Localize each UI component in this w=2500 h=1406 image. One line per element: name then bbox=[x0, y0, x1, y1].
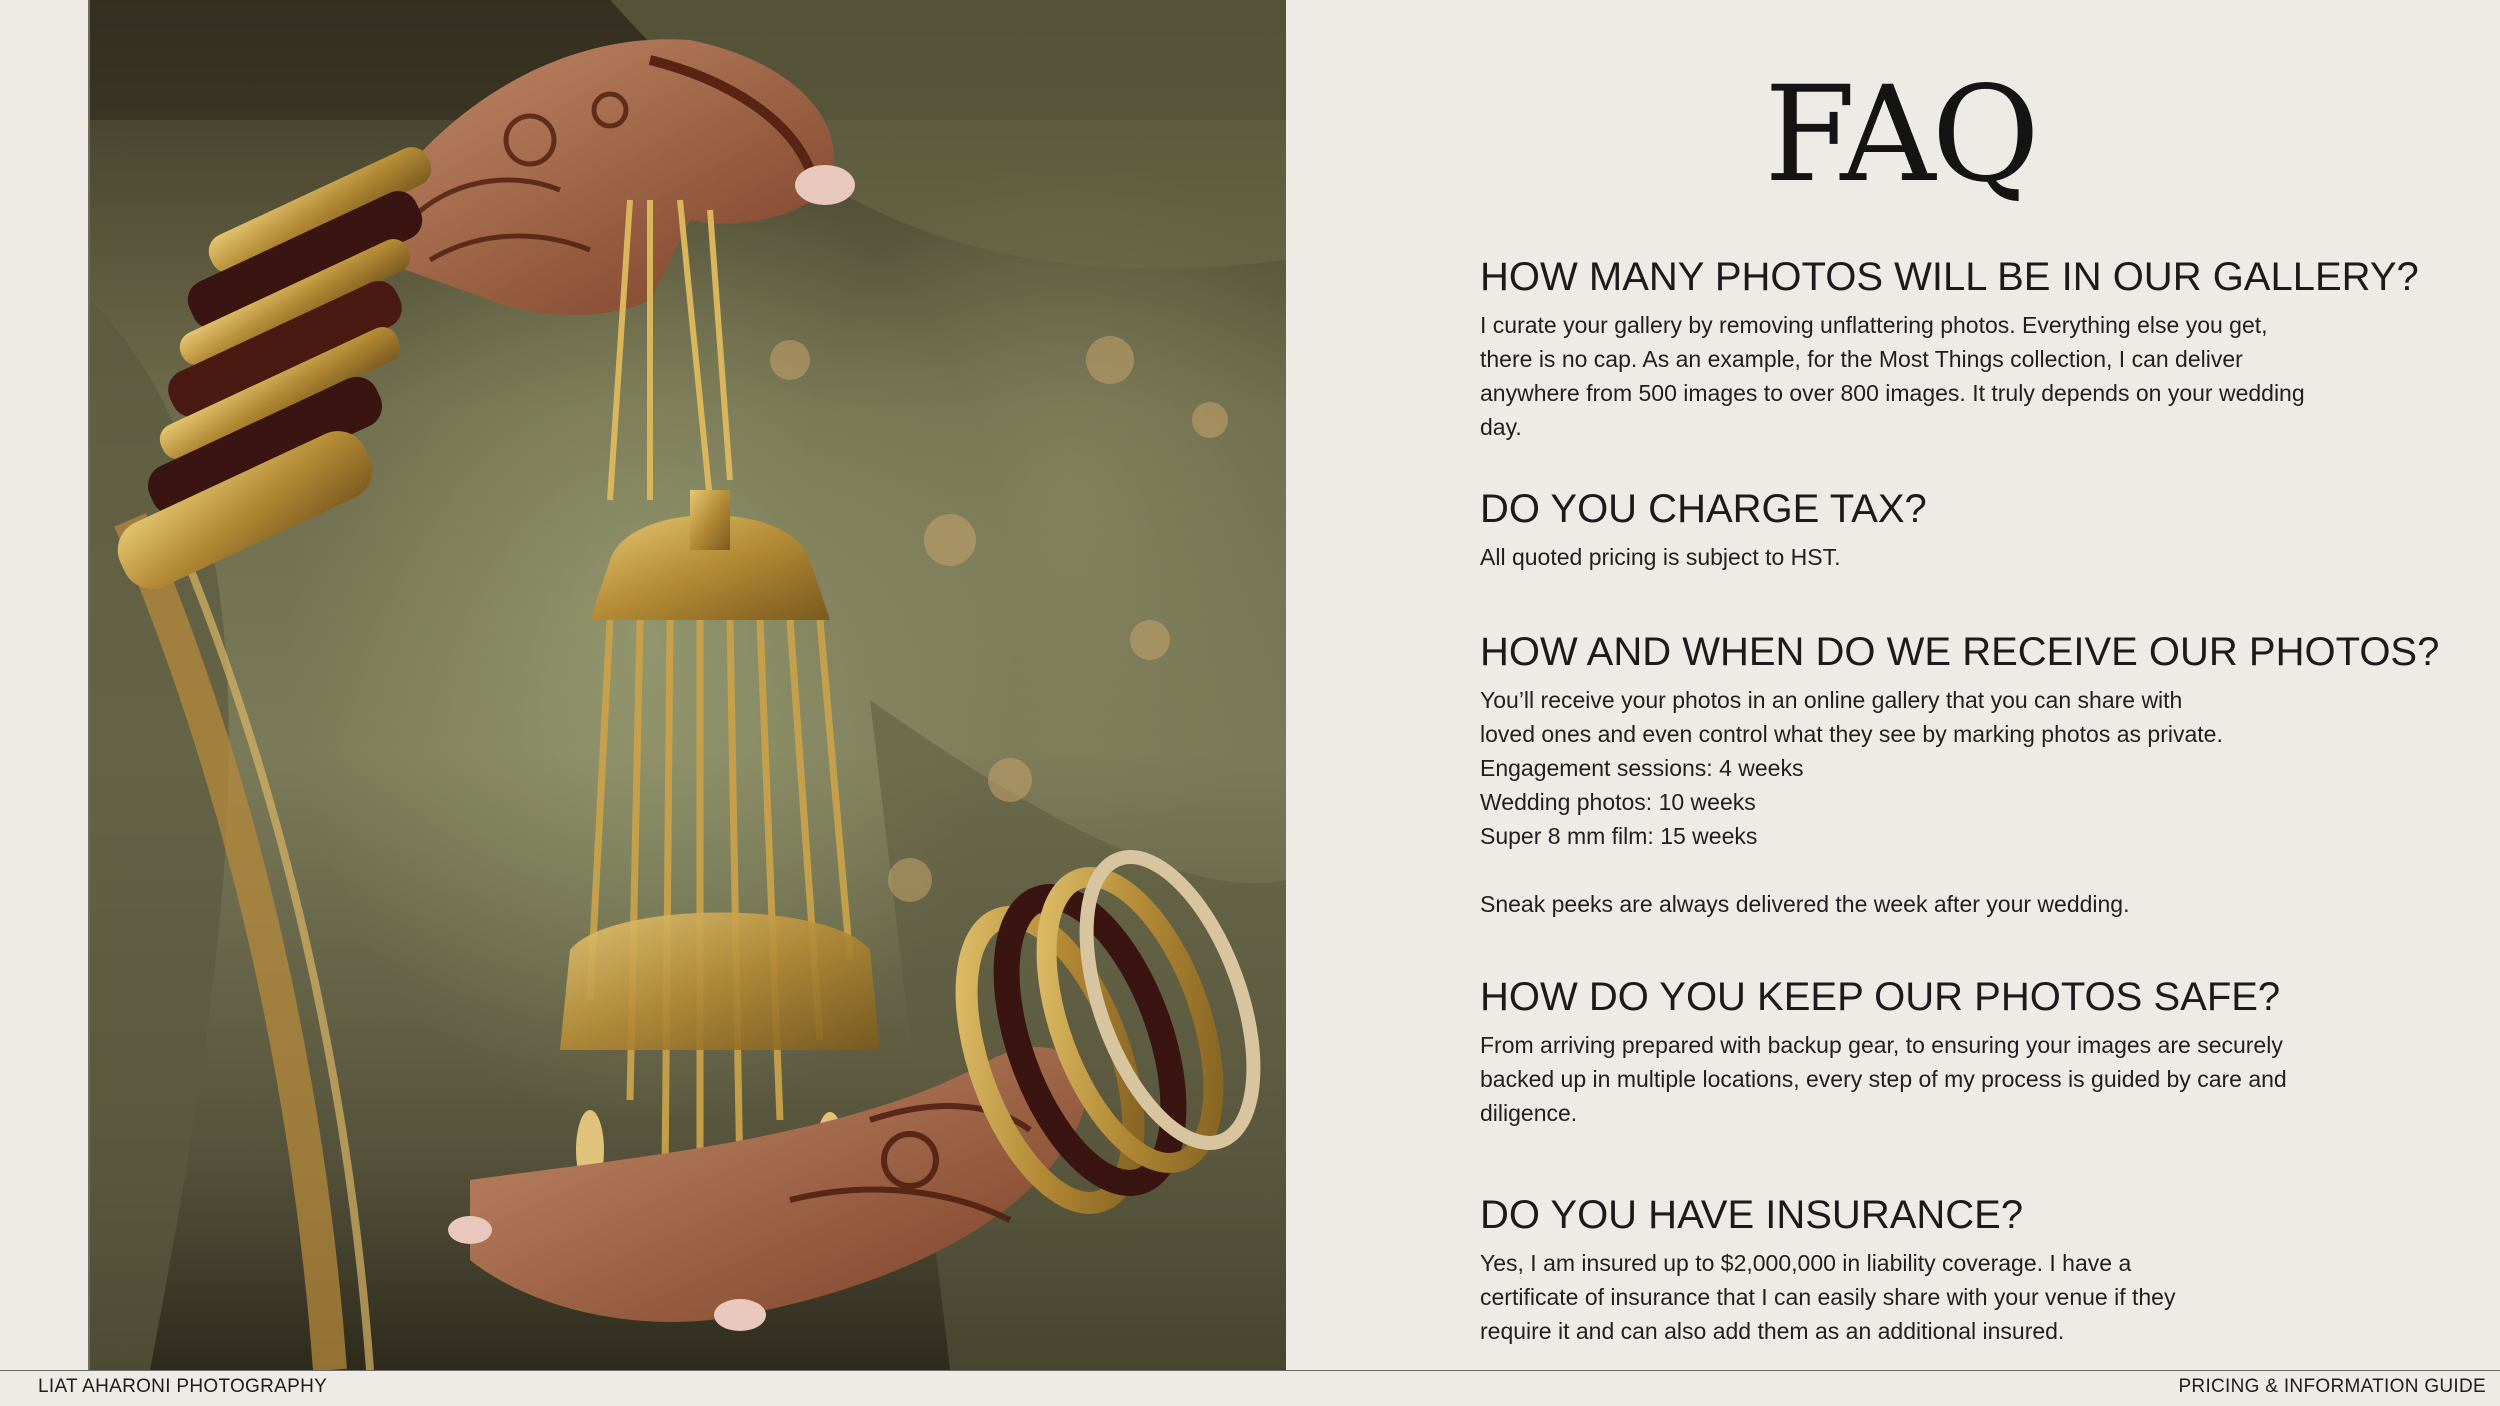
faq-answer: I curate your gallery by removing unflattering photos. Everything else you get, there is no cap. As an example, for the Most Things collection, I can deliver anywhere from 500 images to over 800 images. It truly depends on your wedding day. bbox=[1480, 312, 2305, 440]
faq-question: DO YOU CHARGE TAX? bbox=[1480, 487, 1927, 531]
faq-item-gallery-size bbox=[1480, 252, 2419, 444]
faq-answer: Yes, I am insured up to $2,000,000 in liability coverage. I have a certificate of insurance that I can easily share with your venue if they require it and can also add them as an additional insured. bbox=[1480, 1250, 2176, 1344]
faq-question: HOW MANY PHOTOS WILL BE IN OUR GALLERY? bbox=[1480, 255, 2419, 299]
footer-divider bbox=[0, 1370, 2500, 1371]
faq-title: FAQ bbox=[1764, 58, 2036, 212]
faq-answer: All quoted pricing is subject to HST. bbox=[1480, 544, 1841, 570]
footer-guide-title: PRICING & INFORMATION GUIDE bbox=[2178, 1376, 2486, 1397]
faq-item-insurance bbox=[1480, 1190, 2340, 1348]
footer-brand: LIAT AHARONI PHOTOGRAPHY bbox=[38, 1376, 328, 1397]
faq-item-tax bbox=[1480, 484, 2340, 574]
bridal-photo bbox=[88, 0, 1286, 1370]
bridal-photo-illustration bbox=[90, 0, 1286, 1370]
faq-answer: You’ll receive your photos in an online gallery that you can share with loved ones and even control what they see by marking photos as private. Engagement sessions: 4 weeks Wedding photos: 10 weeks Super 8 mm film: 15 weeks Sneak peeks are always delivered the week after your wedding. bbox=[1480, 687, 2223, 917]
faq-item-safety bbox=[1480, 972, 2340, 1130]
faq-question: HOW DO YOU KEEP OUR PHOTOS SAFE? bbox=[1480, 975, 2281, 1019]
faq-question: DO YOU HAVE INSURANCE? bbox=[1480, 1193, 2024, 1237]
faq-item-delivery bbox=[1480, 627, 2440, 921]
faq-question: HOW AND WHEN DO WE RECEIVE OUR PHOTOS? bbox=[1480, 630, 2440, 674]
faq-answer: From arriving prepared with backup gear, to ensuring your images are securely backed up in multiple locations, every step of my process is guided by care and diligence. bbox=[1480, 1032, 2287, 1126]
